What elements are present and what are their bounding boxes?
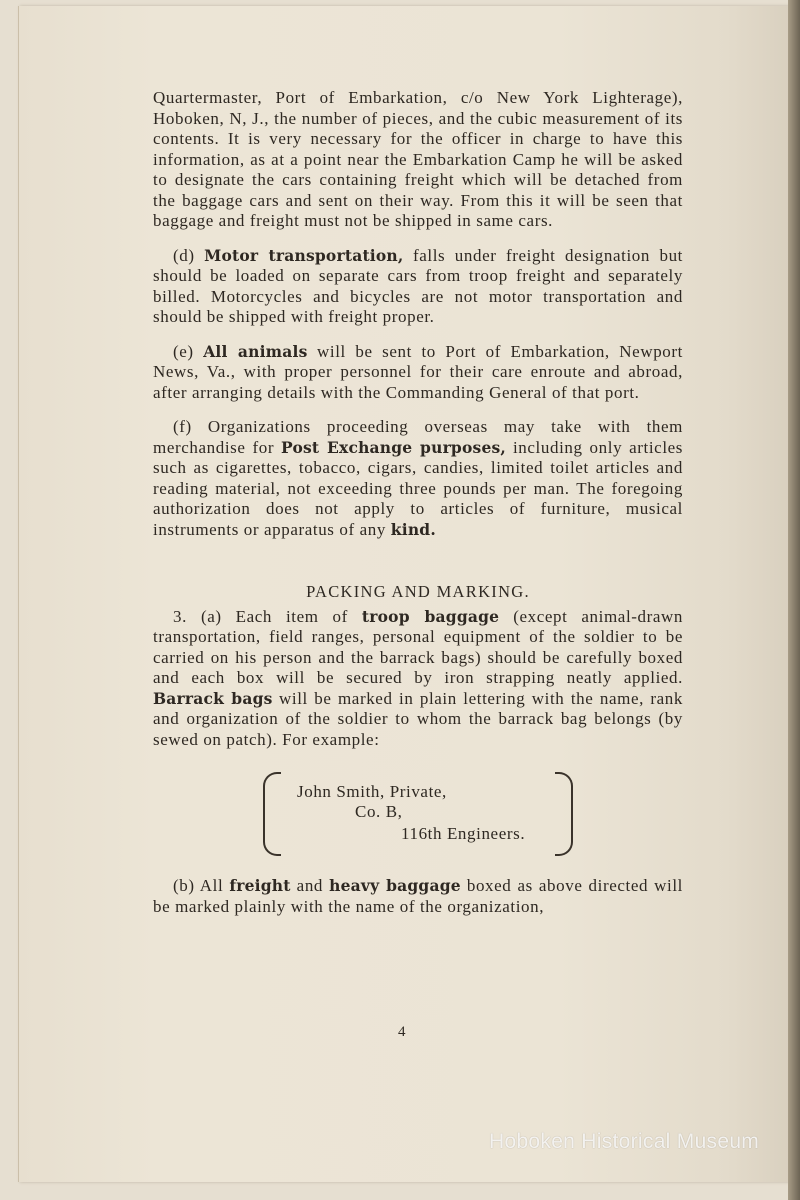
page-edge — [788, 0, 800, 1200]
paragraph-f: (f) Organizations proceeding overseas may take with them merchandise for Post Exchange purposes, including only articles such as cigarettes, tobacco, cigars, candies, limited toilet articles and reading material, not exceeding three pounds per man. The foregoing authorization does not apply to articles of furniture, musical instruments or apparatus of any kind. — [153, 417, 684, 539]
address-unit: 116th Engineers. — [401, 824, 526, 843]
address-company: Co. B, — [355, 802, 403, 821]
address-name: John Smith, Private, — [297, 782, 447, 801]
page-body — [153, 88, 683, 917]
section-heading: PACKING AND MARKING. — [306, 582, 530, 601]
museum-watermark: Hoboken Historical Museum — [489, 1130, 760, 1153]
paragraph-b: (b) All freight and heavy baggage boxed as above directed will be marked plainly with the name of the organization, — [153, 876, 684, 916]
left-bracket — [263, 772, 281, 856]
paragraph-d: (d) Motor transportation, falls under freight designation but should be loaded on separate cars from troop freight and separately billed. Motorcycles and bicycles are not motor transportation and should be shipped with freight proper. — [153, 245, 683, 326]
paragraph-e: (e) All animals will be sent to Port of Embarkation, Newport News, Va., with proper personnel for their care enroute and abroad, after arranging details with the Commanding General of that port. — [153, 341, 683, 402]
address-example — [263, 772, 573, 852]
right-bracket — [555, 772, 573, 856]
paragraph-3a: 3. (a) Each item of troop baggage (except animal-drawn transportation, field ranges, personal equipment of the soldier to be carried on his person and the barrack bags) should be carefully boxed and each box will be secured by iron strapping neatly applied. Barrack bags will be marked in plain lettering with the name, rank and organization of the soldier to whom the barrack bag belongs (by sewed on patch). For example: — [153, 606, 684, 749]
page-number: 4 — [398, 1024, 406, 1040]
paragraph-continued: Quartermaster, Port of Embarkation, c/o New York Lighterage), Hoboken, N, J., the number of pieces, and the cubic measurement of its contents. It is very necessary for the officer in charge to have this information, as at a point near the Embarkation Camp he will be asked to designate the cars containing freight which will be detached from the baggage cars and sent on their way. From this it will be seen that baggage and freight must not be shipped in same cars. — [153, 88, 683, 230]
